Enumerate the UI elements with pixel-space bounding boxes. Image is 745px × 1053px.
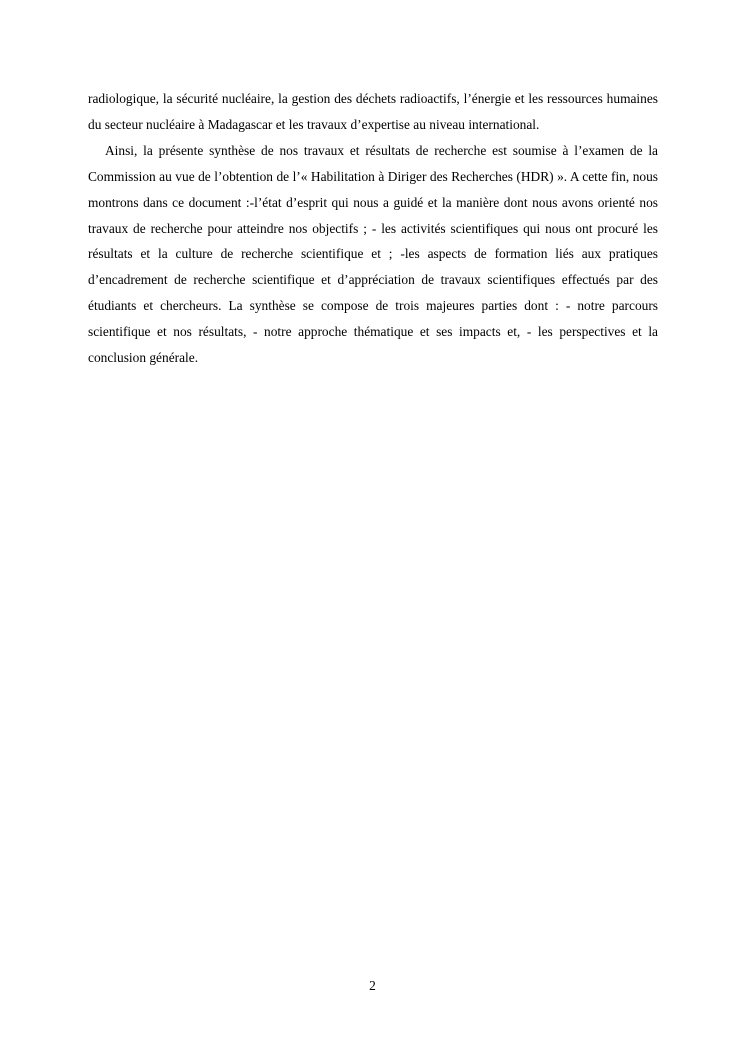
page-number: 2 [369, 978, 376, 993]
paragraph-continuation: radiologique, la sécurité nucléaire, la gestion des déchets radioactifs, l’énergie et les ressources humaines du secteur nucléaire à Madagascar et les travaux d’expertise au niveau international. [88, 91, 658, 132]
paragraph-synthesis: Ainsi, la présente synthèse de nos travaux et résultats de recherche est soumise à l’examen de la Commission au vue de l’obtention de l’« Habilitation à Diriger des Recherches (HDR) ». A cette fin, nous montrons dans ce document :-l’état d’esprit qui nous a guidé et la manière dont nous avons orienté nos travaux de recherche pour atteindre nos objectifs ; - les activités scientifiques qui nous ont procuré les résultats et la culture de recherche scientifique et ; -les aspects de formation liés aux pratiques d’encadrement de recherche scientifique et d’appréciation de travaux scientifiques effectués par des étudiants et chercheurs. La synthèse se compose de trois majeures parties dont : - notre parcours scientifique et nos résultats, - notre approche thématique et ses impacts et, - les perspectives et la conclusion générale. [88, 142, 658, 366]
body-text [88, 86, 658, 371]
